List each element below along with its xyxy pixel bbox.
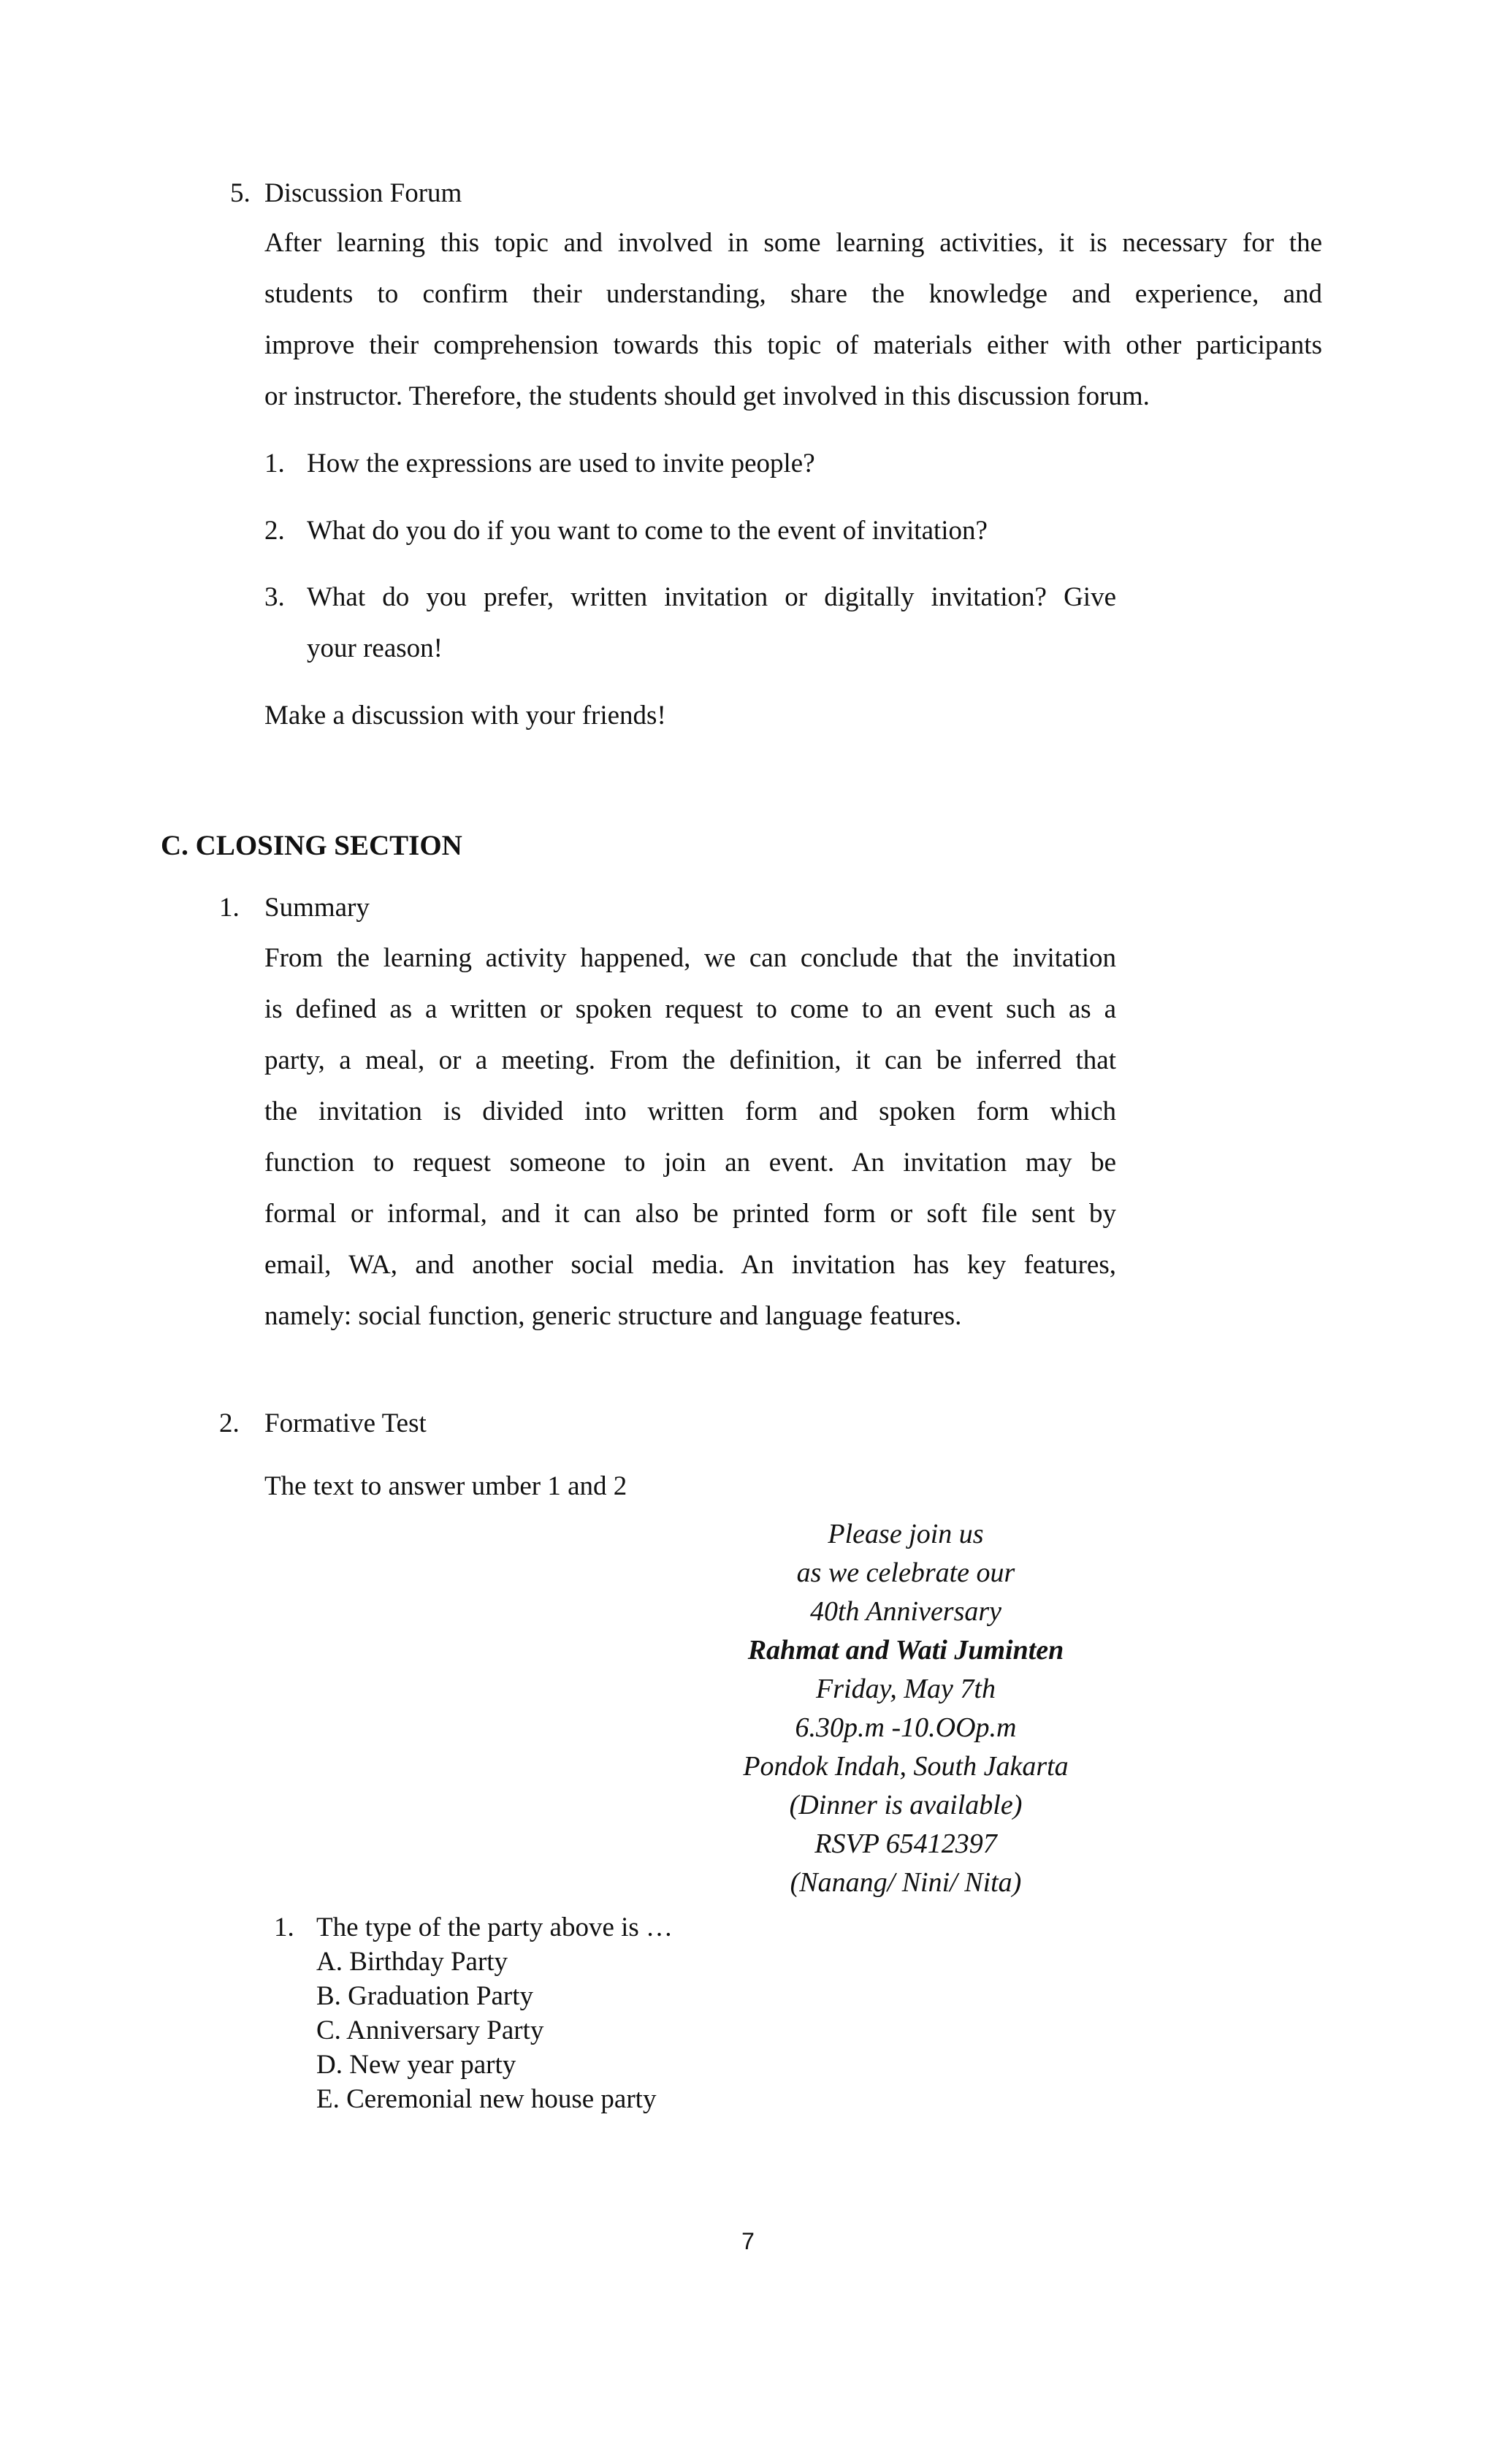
- discussion-closing-note: Make a discussion with your friends!: [264, 701, 666, 731]
- discussion-paragraph: [264, 218, 1322, 422]
- invitation-place: Pondok Indah, South Jakarta: [743, 1751, 1069, 1782]
- invitation-time: 6.30p.m -10.OOp.m: [795, 1712, 1017, 1743]
- summary-line: email, WA, and another social media. An invitation has key features,: [264, 1250, 1116, 1280]
- summary-number: 1.: [219, 893, 240, 923]
- paragraph-line: After learning this topic and involved in some learning activities, it is necessary for the: [264, 228, 1322, 258]
- paragraph-line: improve their comprehension towards this topic of materials either with other participants: [264, 330, 1322, 360]
- section-title: Discussion Forum: [264, 178, 462, 208]
- question-text: What do you do if you want to come to the event of invitation?: [307, 516, 988, 546]
- question-number: 2.: [264, 516, 285, 546]
- section-number: 5.: [230, 178, 251, 208]
- summary-line: the invitation is divided into written form and spoken form which: [264, 1096, 1116, 1126]
- formative-number: 2.: [219, 1408, 240, 1438]
- invitation-names: Rahmat and Wati Juminten: [747, 1635, 1064, 1666]
- invitation-line: Please join us: [828, 1519, 984, 1549]
- summary-paragraph: [264, 933, 1116, 1342]
- formative-title: Formative Test: [264, 1408, 427, 1438]
- answer-option: A. Birthday Party: [316, 1947, 508, 1977]
- invitation-dinner: (Dinner is available): [789, 1790, 1023, 1820]
- summary-line: party, a meal, or a meeting. From the definition, it can be inferred that: [264, 1045, 1116, 1075]
- test-question: [316, 1910, 673, 2116]
- paragraph-line: students to confirm their understanding, share the knowledge and experience, and: [264, 279, 1322, 309]
- answer-option: C. Anniversary Party: [316, 2015, 544, 2045]
- question-text: What do you prefer, written invitation or digitally invitation? Give: [307, 582, 1116, 612]
- question-text: How the expressions are used to invite people?: [307, 449, 815, 478]
- closing-section-heading: C. CLOSING SECTION: [161, 830, 462, 861]
- summary-line: From the learning activity happened, we can conclude that the invitation: [264, 943, 1116, 973]
- paragraph-line: or instructor. Therefore, the students should get involved in this discussion forum.: [264, 381, 1150, 411]
- formative-intro: The text to answer umber 1 and 2: [264, 1471, 627, 1501]
- invitation-text: [723, 1515, 1088, 1902]
- summary-line: is defined as a written or spoken request to come to an event such as a: [264, 994, 1116, 1024]
- invitation-line: 40th Anniversary: [809, 1596, 1002, 1627]
- invitation-contacts: (Nanang/ Nini/ Nita): [790, 1867, 1022, 1898]
- invitation-rsvp: RSVP 65412397: [814, 1828, 997, 1859]
- page-number: 7: [741, 2228, 755, 2254]
- test-question-text: The type of the party above is …: [316, 1912, 673, 1942]
- question-number: 1.: [264, 449, 285, 478]
- answer-option: B. Graduation Party: [316, 1981, 533, 2011]
- test-question-number: 1.: [274, 1912, 294, 1942]
- invitation-date: Friday, May 7th: [816, 1674, 996, 1704]
- question-number: 3.: [264, 582, 285, 612]
- invitation-line: as we celebrate our: [796, 1557, 1015, 1588]
- summary-line: namely: social function, generic structure and language features.: [264, 1301, 962, 1331]
- summary-line: formal or informal, and it can also be printed form or soft file sent by: [264, 1199, 1116, 1229]
- summary-line: function to request someone to join an event. An invitation may be: [264, 1148, 1116, 1178]
- answer-option: E. Ceremonial new house party: [316, 2084, 657, 2114]
- summary-title: Summary: [264, 893, 370, 923]
- question-text-continued: your reason!: [307, 633, 443, 663]
- answer-option: D. New year party: [316, 2050, 516, 2080]
